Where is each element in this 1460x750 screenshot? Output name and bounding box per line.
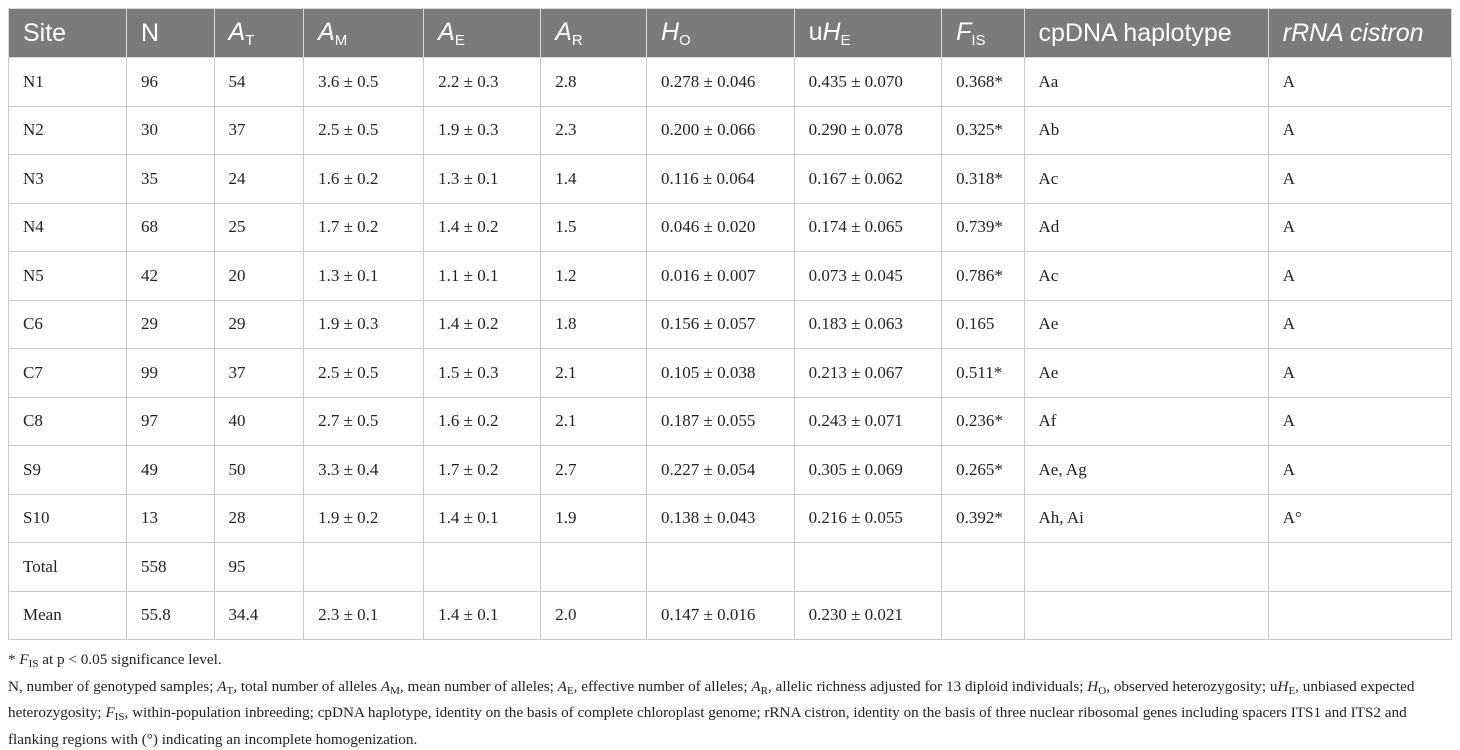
table-cell: 2.3 <box>541 106 647 155</box>
table-cell: N5 <box>9 252 127 301</box>
table-cell: A <box>1268 349 1451 398</box>
table-cell: 1.4 ± 0.2 <box>424 300 541 349</box>
table-cell: 0.511* <box>942 349 1024 398</box>
header-symbol: A <box>555 17 572 46</box>
footnote-text: , allelic richness adjusted for 13 diploid individuals; <box>767 677 1088 695</box>
table-cell: 1.4 <box>541 155 647 204</box>
table-row <box>9 252 1452 301</box>
table-cell: 0.138 ± 0.043 <box>647 494 795 543</box>
table-cell: Mean <box>9 591 127 640</box>
table-cell: 1.4 ± 0.2 <box>424 203 541 252</box>
table-cell: C8 <box>9 397 127 446</box>
footnote-significance <box>8 649 1452 676</box>
footnote-subscript: T <box>226 684 234 697</box>
table-cell: 0.227 ± 0.054 <box>647 446 795 495</box>
table-cell: 37 <box>214 106 304 155</box>
table-cell: 0.290 ± 0.078 <box>794 106 942 155</box>
table-cell: 13 <box>127 494 215 543</box>
table-cell: 0.174 ± 0.065 <box>794 203 942 252</box>
header-symbol: A <box>228 17 246 46</box>
table-cell: Ae <box>1024 300 1268 349</box>
column-header-6 <box>647 9 795 58</box>
footnote-subscript: E <box>1288 684 1296 697</box>
table-cell: 0.165 <box>942 300 1024 349</box>
table-row <box>9 203 1452 252</box>
table-cell: 29 <box>127 300 215 349</box>
table-cell: C7 <box>9 349 127 398</box>
table-cell: N3 <box>9 155 127 204</box>
table-row <box>9 494 1452 543</box>
table-cell: 2.5 ± 0.5 <box>304 106 424 155</box>
table-cell: 0.265* <box>942 446 1024 495</box>
table-cell: A <box>1268 203 1451 252</box>
table-cell: C6 <box>9 300 127 349</box>
header-subscript: T <box>245 31 255 49</box>
table-cell: A <box>1268 446 1451 495</box>
table-cell: 96 <box>127 58 215 107</box>
footnote-symbol: A <box>380 677 391 695</box>
column-header-2 <box>214 9 304 58</box>
table-row <box>9 300 1452 349</box>
header-symbol: A <box>438 17 455 46</box>
table-cell: 29 <box>214 300 304 349</box>
table-cell: 1.2 <box>541 252 647 301</box>
table-cell: 54 <box>214 58 304 107</box>
table-cell: 1.1 ± 0.1 <box>424 252 541 301</box>
table-row <box>9 397 1452 446</box>
table-cell: S10 <box>9 494 127 543</box>
column-header-4 <box>424 9 541 58</box>
table-cell: Total <box>9 543 127 592</box>
header-subscript: O <box>679 31 691 49</box>
table-cell: 1.4 ± 0.1 <box>424 591 541 640</box>
table-cell <box>1024 543 1268 592</box>
footnote-symbol: F <box>105 704 115 721</box>
table-cell <box>1268 543 1451 592</box>
table-cell: Ah, Ai <box>1024 494 1268 543</box>
table-cell: 95 <box>214 543 304 592</box>
table-cell <box>1024 591 1268 640</box>
fis-subscript: IS <box>28 658 39 670</box>
table-cell: 1.5 <box>541 203 647 252</box>
table-row <box>9 155 1452 204</box>
table-cell: Ab <box>1024 106 1268 155</box>
table-cell: 0.230 ± 0.021 <box>794 591 942 640</box>
footnote-subscript: M <box>390 684 400 697</box>
column-header-1 <box>127 9 215 58</box>
table-cell: 2.1 <box>541 349 647 398</box>
footnote-symbol: A <box>217 677 227 695</box>
table-cell: 2.7 ± 0.5 <box>304 397 424 446</box>
table-cell: 0.236* <box>942 397 1024 446</box>
table-cell: 2.7 <box>541 446 647 495</box>
table-cell: 0.116 ± 0.064 <box>647 155 795 204</box>
footnote-text: , total number of alleles <box>233 677 381 695</box>
significance-text: at p < 0.05 significance level. <box>38 651 222 668</box>
footnote-symbol: H <box>1087 677 1099 695</box>
footnote-subscript: IS <box>114 711 125 723</box>
header-subscript: R <box>571 31 583 49</box>
table-cell: 35 <box>127 155 215 204</box>
table-cell: 0.073 ± 0.045 <box>794 252 942 301</box>
header-label: cpDNA haplotype <box>1038 18 1232 47</box>
table-cell: 1.4 ± 0.1 <box>424 494 541 543</box>
table-row <box>9 106 1452 155</box>
table-cell: A <box>1268 106 1451 155</box>
footnote-text: , effective number of alleles; <box>573 677 752 695</box>
footnote-subscript: E <box>566 684 574 697</box>
table-cell: Ae, Ag <box>1024 446 1268 495</box>
table-cell: 50 <box>214 446 304 495</box>
table-cell: 30 <box>127 106 215 155</box>
footnote-text: N, number of genotyped samples; <box>8 677 218 695</box>
fis-symbol: F <box>19 651 29 668</box>
footnote-text: , unbiased expected heterozygosity; <box>8 677 1415 721</box>
table-cell: 1.7 ± 0.2 <box>424 446 541 495</box>
header-subscript: M <box>334 31 348 49</box>
table-cell: 3.3 ± 0.4 <box>304 446 424 495</box>
table-cell <box>794 543 942 592</box>
table-row <box>9 543 1452 592</box>
header-symbol: rRNA cistron <box>1282 18 1424 47</box>
table-cell: 2.3 ± 0.1 <box>304 591 424 640</box>
table-cell: 1.8 <box>541 300 647 349</box>
table-cell: 0.278 ± 0.046 <box>647 58 795 107</box>
table-cell <box>942 591 1024 640</box>
table-cell: 558 <box>127 543 215 592</box>
table-cell: A <box>1268 252 1451 301</box>
header-symbol: F <box>956 17 972 46</box>
footnote-subscript: O <box>1098 684 1107 697</box>
table-row <box>9 446 1452 495</box>
table-cell: 24 <box>214 155 304 204</box>
table-cell: 3.6 ± 0.5 <box>304 58 424 107</box>
table-cell: 1.9 ± 0.2 <box>304 494 424 543</box>
footnote-symbol: A <box>751 677 761 695</box>
table-cell: A <box>1268 155 1451 204</box>
table-cell: 0.216 ± 0.055 <box>794 494 942 543</box>
footnote-symbol: H <box>1277 677 1289 695</box>
table-cell: 0.325* <box>942 106 1024 155</box>
table-cell: 0.200 ± 0.066 <box>647 106 795 155</box>
table-cell: 0.156 ± 0.057 <box>647 300 795 349</box>
table-cell: 99 <box>127 349 215 398</box>
table-cell: 28 <box>214 494 304 543</box>
footnote-subscript: R <box>760 684 768 697</box>
table-cell: 0.105 ± 0.038 <box>647 349 795 398</box>
column-header-5 <box>541 9 647 58</box>
table-cell: 1.7 ± 0.2 <box>304 203 424 252</box>
table-cell: 0.318* <box>942 155 1024 204</box>
table-cell: 2.5 ± 0.5 <box>304 349 424 398</box>
table-cell: A <box>1268 397 1451 446</box>
table-cell: 0.213 ± 0.067 <box>794 349 942 398</box>
table-cell: Ad <box>1024 203 1268 252</box>
table-header-row <box>9 9 1452 58</box>
table-cell: 34.4 <box>214 591 304 640</box>
header-subscript: IS <box>971 31 986 49</box>
table-cell: 25 <box>214 203 304 252</box>
table-cell: 0.368* <box>942 58 1024 107</box>
table-cell: 0.392* <box>942 494 1024 543</box>
table-cell: 2.1 <box>541 397 647 446</box>
table-row <box>9 58 1452 107</box>
table-cell: 55.8 <box>127 591 215 640</box>
table-cell: 37 <box>214 349 304 398</box>
footnote-abbreviations <box>8 676 1452 750</box>
table-cell <box>541 543 647 592</box>
table-cell: 0.187 ± 0.055 <box>647 397 795 446</box>
table-cell: 1.9 <box>541 494 647 543</box>
table-cell: 0.243 ± 0.071 <box>794 397 942 446</box>
table-cell: 0.305 ± 0.069 <box>794 446 942 495</box>
table-cell <box>1268 591 1451 640</box>
table-cell: 0.016 ± 0.007 <box>647 252 795 301</box>
column-header-3 <box>304 9 424 58</box>
table-cell: 0.147 ± 0.016 <box>647 591 795 640</box>
asterisk-mark: * <box>8 651 20 668</box>
table-cell: Ac <box>1024 155 1268 204</box>
table-cell: 0.183 ± 0.063 <box>794 300 942 349</box>
header-symbol: H <box>661 17 680 46</box>
table-cell: 1.5 ± 0.3 <box>424 349 541 398</box>
table-cell: A° <box>1268 494 1451 543</box>
table-cell: 20 <box>214 252 304 301</box>
table-body <box>9 58 1452 640</box>
table-cell: 1.9 ± 0.3 <box>424 106 541 155</box>
table-cell: A <box>1268 300 1451 349</box>
column-header-7 <box>794 9 942 58</box>
table-cell: 2.8 <box>541 58 647 107</box>
header-symbol: A <box>318 17 335 46</box>
table-cell: Af <box>1024 397 1268 446</box>
table-cell: A <box>1268 58 1451 107</box>
table-cell: 1.6 ± 0.2 <box>304 155 424 204</box>
table-cell: 0.739* <box>942 203 1024 252</box>
footnote-symbol: A <box>557 677 567 695</box>
table-cell: 2.2 ± 0.3 <box>424 58 541 107</box>
table-cell: 1.3 ± 0.1 <box>424 155 541 204</box>
column-header-8 <box>942 9 1024 58</box>
column-header-10 <box>1268 9 1451 58</box>
table-cell: 1.6 ± 0.2 <box>424 397 541 446</box>
column-header-0 <box>9 9 127 58</box>
table-row <box>9 591 1452 640</box>
table-cell: 42 <box>127 252 215 301</box>
table-cell: 1.3 ± 0.1 <box>304 252 424 301</box>
table-cell: 0.786* <box>942 252 1024 301</box>
header-label: N <box>141 18 160 47</box>
table-cell: Ac <box>1024 252 1268 301</box>
table-cell: N1 <box>9 58 127 107</box>
header-subscript: E <box>454 31 465 49</box>
table-cell: 0.435 ± 0.070 <box>794 58 942 107</box>
table-cell: 0.167 ± 0.062 <box>794 155 942 204</box>
table-cell: 49 <box>127 446 215 495</box>
header-subscript: E <box>840 31 851 49</box>
header-label: Site <box>23 18 67 47</box>
table-row <box>9 349 1452 398</box>
table-footnotes <box>8 649 1452 750</box>
table-cell: 2.0 <box>541 591 647 640</box>
footnote-text: , mean number of alleles; <box>399 677 558 695</box>
table-cell: Aa <box>1024 58 1268 107</box>
table-cell: Ae <box>1024 349 1268 398</box>
table-cell: N2 <box>9 106 127 155</box>
table-cell <box>304 543 424 592</box>
table-cell: 40 <box>214 397 304 446</box>
table-cell: 0.046 ± 0.020 <box>647 203 795 252</box>
footnote-text: , observed heterozygosity; u <box>1106 677 1278 695</box>
table-cell <box>942 543 1024 592</box>
table-cell <box>647 543 795 592</box>
table-cell: 1.9 ± 0.3 <box>304 300 424 349</box>
header-prefix: u <box>808 17 823 46</box>
column-header-9 <box>1024 9 1268 58</box>
table-container <box>8 8 1452 640</box>
table-cell <box>424 543 541 592</box>
table-cell: 68 <box>127 203 215 252</box>
table-cell: 97 <box>127 397 215 446</box>
table-cell: S9 <box>9 446 127 495</box>
header-symbol: H <box>822 17 841 46</box>
footnote-text: , within-population inbreeding; cpDNA haplotype, identity on the basis of complete chloroplast genome; rRNA cistron, identity on the basis of three nuclear ribosomal genes including spacers ITS1 and ITS2 and flanking regions with (°) indicating an incomplete homogenization. <box>8 704 1407 748</box>
table-cell: N4 <box>9 203 127 252</box>
genetic-diversity-table <box>8 8 1452 640</box>
